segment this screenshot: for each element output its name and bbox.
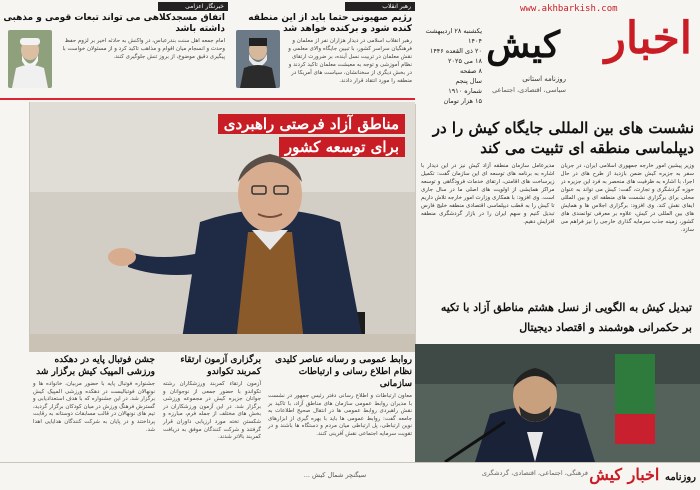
feature-headline-line2: برای توسعه کشور <box>279 137 405 157</box>
lead-column-1 <box>561 162 695 280</box>
footer-note: سیگنچر شمال کیش ... <box>303 471 367 479</box>
footer-bar <box>0 462 700 490</box>
lead-text-2: مدیرعامل سازمان منطقه آزاد کیش نیز در این دیدار با اشاره به برنامه های توسعه ای این سازمان گفت: تکمیل زیرساخت های اقامتی، ارتقای خدمات فرودگاهی و توسعه مراکز همایشی از اولویت های اصلی ما در سال جاری است. وی افزود: با همکاری وزارت امور خارجه تلاش داریم تا کیش را به قطب دیپلماسی اقتصادی منطقه خلیج فارس تبدیل کنیم و سهم ایران را در بازار گردشگری منطقه افزایش دهیم. <box>421 163 555 225</box>
date-gregorian: ۱۸ می ۲۰۲۵ <box>448 57 482 65</box>
story-body: رهبر انقلاب اسلامی در دیدار هزاران نفر از معلمان و فرهنگیان سراسر کشور، با تبیین جایگاه والای معلمی و نقش معلمان در تربیت نسل آینده، بر ضرورت ارتقای نظام آموزشی و توجه به معیشت معلمان تاکید کردند و در بخش دیگری از سخنانشان، سیاست های آمریکا در منطقه را مورد انتقاد قرار دادند. <box>288 38 412 84</box>
tagline: روزنامه استانی <box>522 75 566 83</box>
lead-story[interactable] <box>415 112 700 292</box>
issue-number: شماره ۱۹۱۰ <box>448 87 482 95</box>
site-url[interactable]: www.akhbarkish.com <box>520 4 618 14</box>
footer-brand-prefix: روزنامه <box>664 472 696 483</box>
top-news-strip <box>0 0 415 100</box>
story-headline[interactable]: جشن فوتبال پایه در دهکده ورزشی المپیک کیش برگزار شد <box>36 355 155 377</box>
feature-headline[interactable] <box>175 114 405 160</box>
lead-columns <box>415 162 700 280</box>
left-rail <box>0 102 30 352</box>
masthead <box>415 0 700 112</box>
issue-meta <box>416 26 482 106</box>
official-illustration <box>415 344 700 462</box>
bottom-story-football[interactable] <box>30 352 158 470</box>
subtitle: سیاسی، اقتصادی، اجتماعی <box>492 86 566 94</box>
year: سال پنجم <box>455 77 482 85</box>
page-count: ۸ صفحه <box>459 67 482 75</box>
bottom-story-taekwondo[interactable] <box>160 352 264 470</box>
lead-text-1: وزیر پیشین امور خارجه جمهوری اسلامی ایران، در جریان سفر به جزیره کیش ضمن بازدید از طرح های در حال اجرا، با اشاره به ظرفیت های منحصر به فرد این جزیره در حوزه گردشگری و تجارت، گفت: کیش می تواند به عنوان محلی برای برگزاری نشست های منطقه ای و بین المللی ایفای نقش کند. وی افزود: برگزاری اجلاس ها و همایش های بین المللی در کیش، علاوه بر معرفی توانمندی های کشور، زمینه جذب سرمایه گذاری خارجی را نیز فراهم می سازد. <box>560 163 694 233</box>
top-story-mosque[interactable] <box>0 2 228 98</box>
official-photo[interactable] <box>415 344 700 462</box>
cleric-portrait-photo <box>8 30 52 88</box>
date-shamsi: یکشنبه ۲۸ اردیبهشت ۱۴۰۴ <box>425 27 482 45</box>
story-body: آزمون ارتقاء کمربند ورزشکاران رشته تکواندو با حضور جمعی از نوجوانان و جوانان جزیره کیش در مجموعه ورزشی برگزار شد. در این آزمون ورزشکاران در بخش های مختلف از جمله فرم، مبارزه و شکستن تخته مورد ارزیابی داوران قرار گرفتند و شرکت کنندگان موفق به دریافت کمربند بالاتر شدند. <box>163 381 261 441</box>
story-headline[interactable]: برگزاری آزمون ارتقاء کمربند تکواندو <box>180 355 261 377</box>
story-body: امام جمعه اهل سنت بندرعباس، در واکنش به حادثه اخیر بر لزوم حفظ وحدت و انسجام میان اقوام و مذاهب تاکید کرد و از مسئولان خواست با پیگیری دقیق موضوع، از بروز تنش جلوگیری کنند. <box>62 38 225 60</box>
story-body: جشنواره فوتبال پایه با حضور مربیان، خانواده ها و نونهالان فوتبالیست در دهکده ورزشی المپیک کیش برگزار شد. در این جشنواره که با هدف استعدادیابی و گسترش فرهنگ ورزش در میان کودکان برگزار گردید، تیم های نونهالان در قالب مسابقات دوستانه به رقابت پرداختند و در پایان به شرکت کنندگان هدایایی اهدا شد. <box>33 381 155 433</box>
lead-column-2 <box>421 162 555 280</box>
story-kicker: خبرنگار اعزامی <box>158 2 228 11</box>
feature-headline-line1: مناطق آزاد فرصتی راهبردی <box>218 114 405 134</box>
brand-logo-red: اخبار <box>604 13 692 64</box>
top-story-leader[interactable] <box>228 2 415 98</box>
story-headline[interactable]: اتفاق مسجدکلاهی می تواند تبعات قومی و مذهبی داشته باشد <box>3 13 225 34</box>
brand-logo-black: کیش <box>486 24 560 66</box>
footer-tagline: فرهنگی، اجتماعی، اقتصادی، گردشگری <box>481 469 588 477</box>
story-kicker: رهبر انقلاب <box>345 2 415 11</box>
date-hijri: ۲۰ ذی القعده ۱۴۴۶ <box>429 47 482 55</box>
price: ۱۵ هزار تومان <box>443 97 482 105</box>
footer-brand-name: اخبار کیش <box>589 465 660 484</box>
second-lead-story[interactable] <box>415 298 700 344</box>
main-feature-photo[interactable] <box>30 102 415 352</box>
story-headline[interactable]: روابط عمومی و رسانه عناصر کلیدی نظام اطلاع رسانی و ارتباطات سازمانی <box>275 355 412 389</box>
footer-brand <box>586 465 696 484</box>
bottom-story-public-relations[interactable] <box>265 352 415 470</box>
second-lead-headline-1[interactable]: تبدیل کیش به الگویی از نسل هشتم مناطق آزاد با تکیه <box>440 301 692 314</box>
leader-portrait-photo <box>236 30 280 88</box>
second-lead-headline-2[interactable]: بر حکمرانی هوشمند و اقتصاد دیجیتال <box>519 321 692 334</box>
story-body: معاون ارتباطات و اطلاع رسانی دفتر رئیس جمهور در نشست با مدیران روابط عمومی سازمان های مناطق آزاد، با تاکید بر نقش راهبردی روابط عمومی ها در انتقال صحیح اطلاعات به جامعه گفت: روابط عمومی ها باید با بهره گیری از ابزارهای نوین ارتباطی، پل ارتباطی میان مردم و دستگاه ها باشند و در تقویت سرمایه اجتماعی نقش آفرینی کنند. <box>268 393 412 437</box>
lead-headline[interactable]: نشست های بین المللی جایگاه کیش را در دیپلماسی منطقه ای تثبیت می کند <box>432 119 694 157</box>
story-headline[interactable]: رژیم صهیونی حتما باید از این منطقه کنده شود و برکنده خواهد شد <box>248 13 412 34</box>
